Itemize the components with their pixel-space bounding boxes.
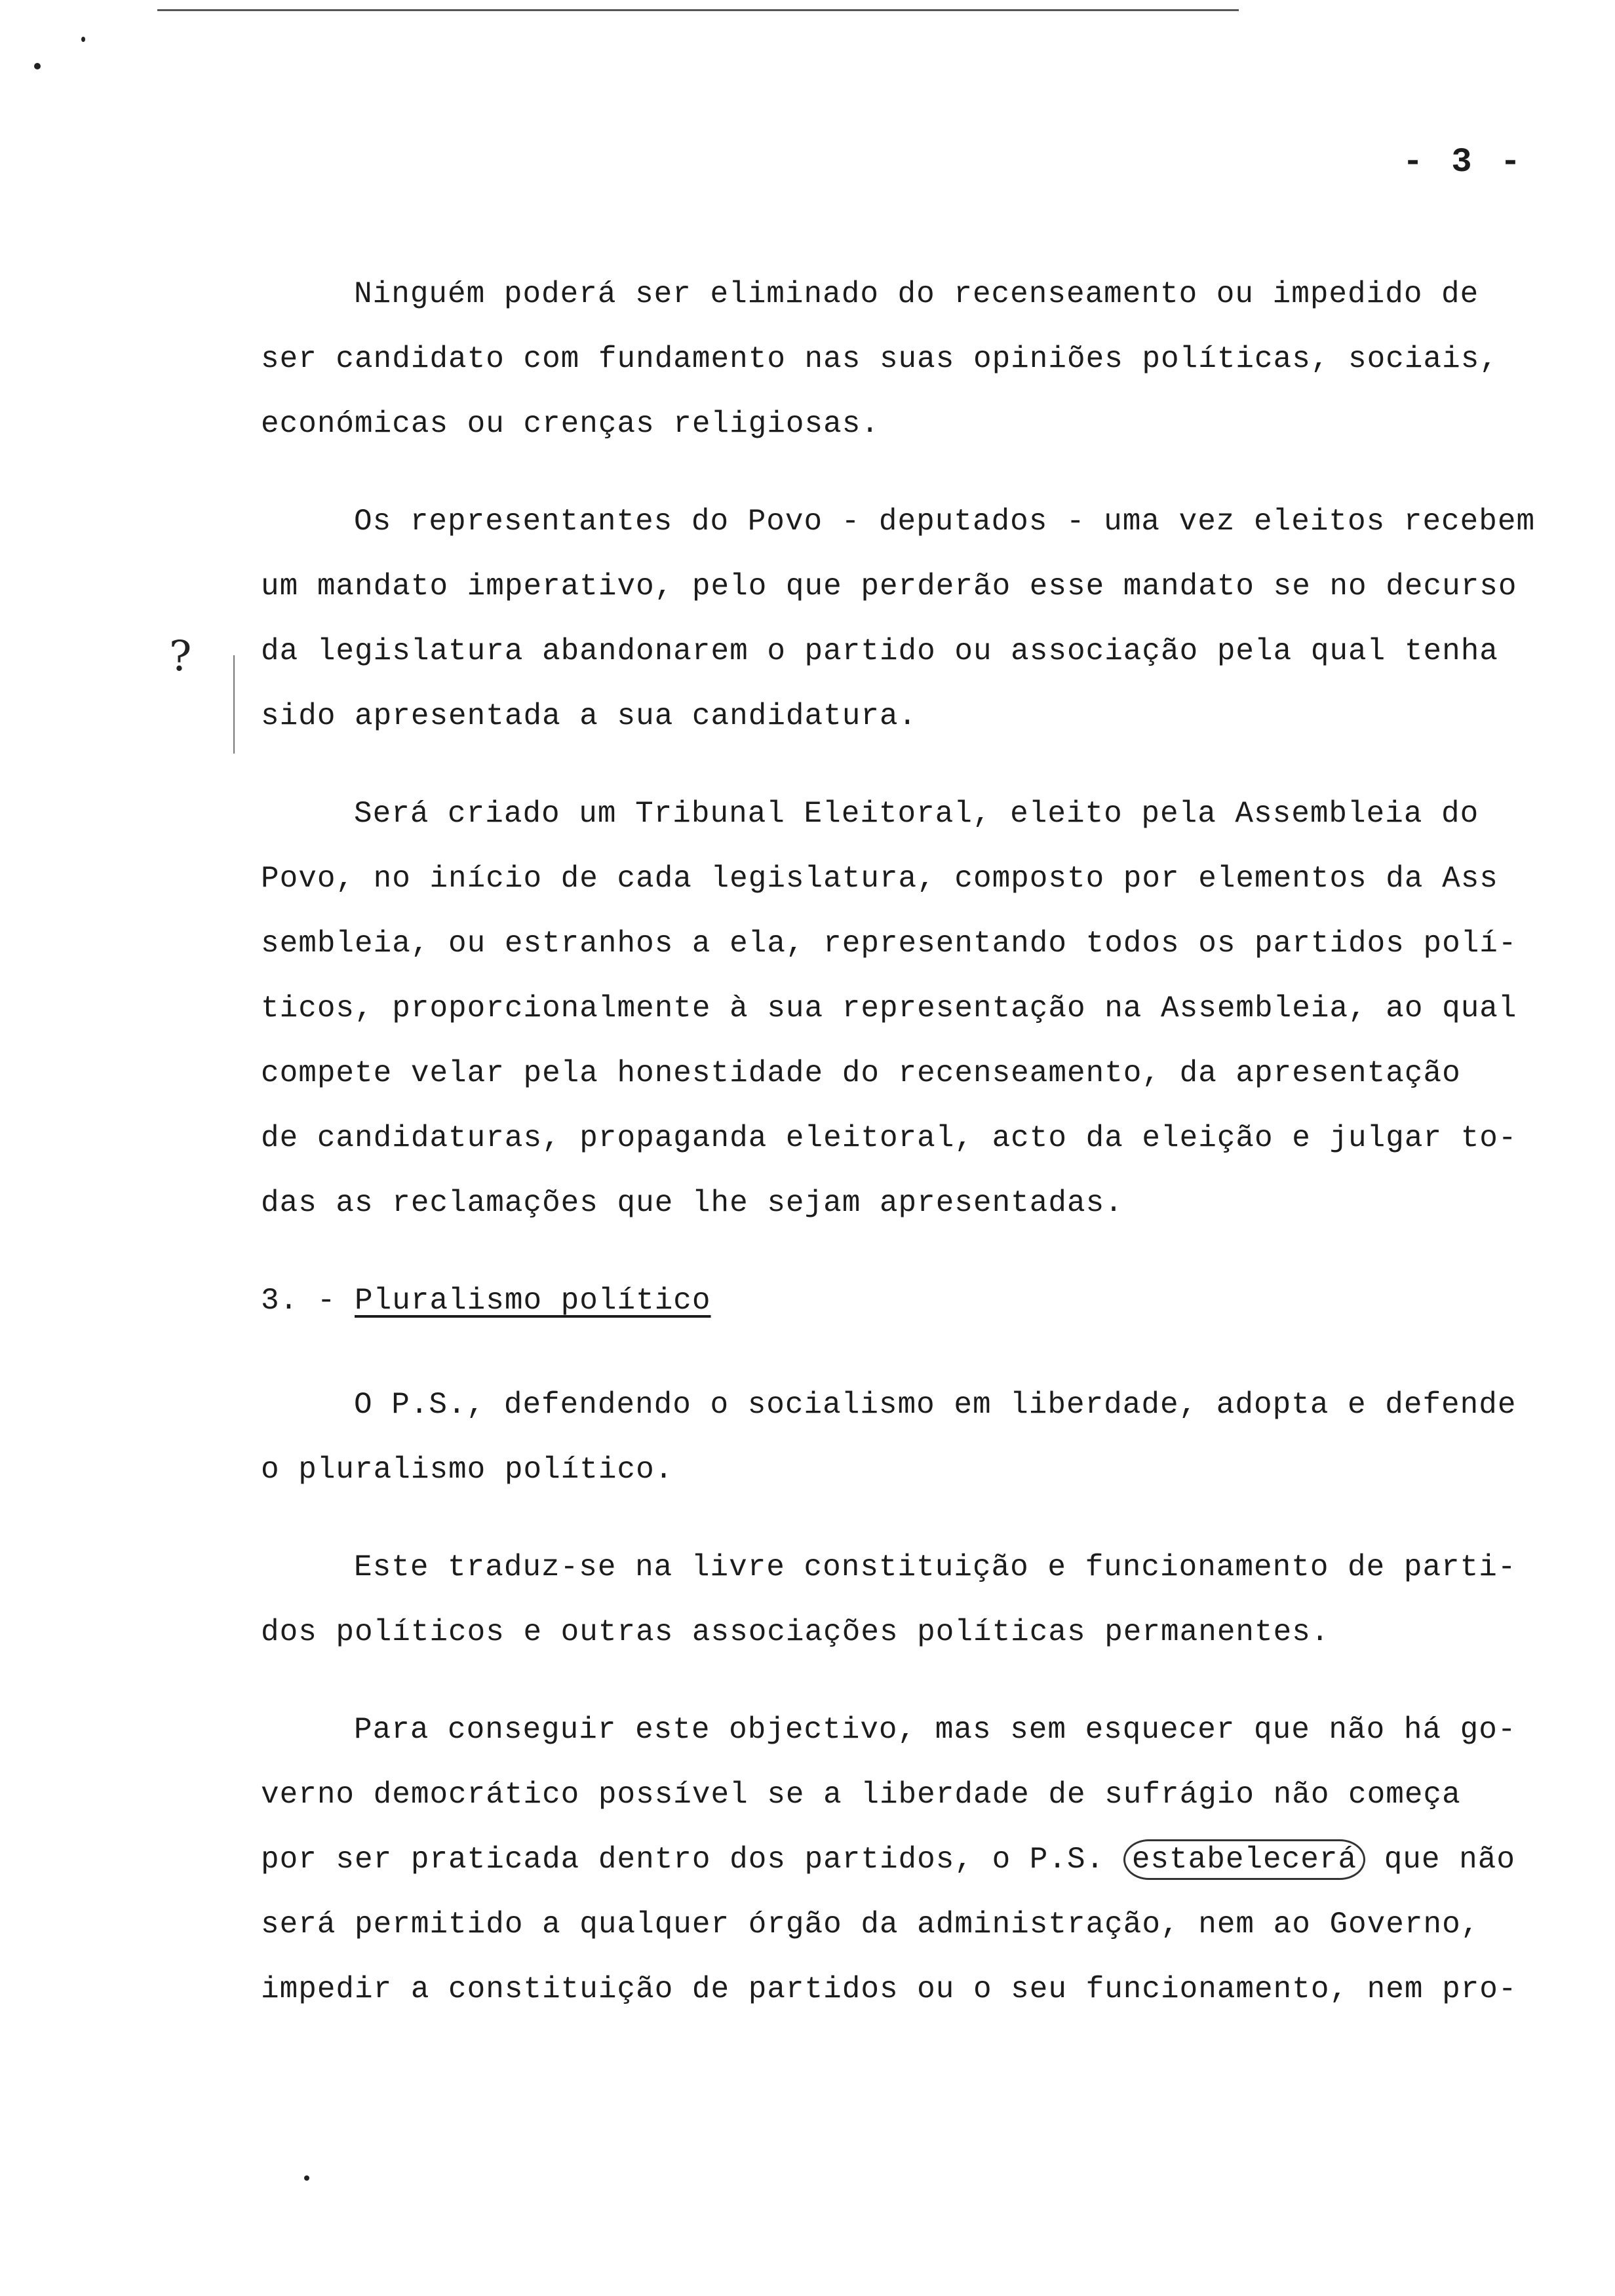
text-line: económicas ou crenças religiosas. (261, 407, 880, 441)
circled-word: estabelecerá (1123, 1839, 1365, 1880)
text-line: dos políticos e outras associações políticas permanentes. (261, 1615, 1330, 1649)
margin-line (233, 655, 235, 754)
text-line: impedir a constituição de partidos ou o seu funcionamento, nem pro- (261, 1972, 1517, 2006)
paragraph-ps-pluralism (261, 1373, 1598, 1502)
text-line: sembleia, ou estranhos a ela, representando todos os partidos polí- (261, 927, 1517, 961)
text-line: Ninguém poderá ser eliminado do recenseamento ou impedido de (354, 277, 1479, 311)
text-line: será permitido a qualquer órgão da administração, nem ao Governo, (261, 1907, 1480, 1942)
text-line: um mandato imperativo, pelo que perderão esse mandato se no decurso (261, 569, 1517, 603)
paragraph-electoral-tribunal (261, 782, 1598, 1236)
text-fragment: por ser praticada dentro dos partidos, o P.S. (261, 1843, 1105, 1877)
scan-speck (34, 63, 41, 69)
paragraph-representatives (261, 489, 1598, 749)
text-line: o pluralismo político. (261, 1453, 674, 1487)
text-fragment: que não (1384, 1843, 1515, 1877)
margin-question-mark: ? (169, 632, 192, 681)
text-line: Os representantes do Povo - deputados - uma vez eleitos recebem (354, 505, 1536, 539)
text-line: Este traduz-se na livre constituição e funcionamento de parti- (354, 1550, 1517, 1584)
paragraph-eligibility (261, 262, 1598, 457)
text-line (261, 1827, 1598, 1892)
text-line: O P.S., defendendo o socialismo em liberdade, adopta e defende (354, 1388, 1517, 1422)
text-line: compete velar pela honestidade do recenseamento, da apresentação (261, 1056, 1461, 1090)
text-line: verno democrático possível se a liberdade de sufrágio não começa (261, 1778, 1461, 1812)
page-number: - 3 - (1403, 143, 1525, 182)
section-number: 3. - (261, 1284, 336, 1318)
text-line: Será criado um Tribunal Eleitoral, eleito pela Assembleia do (354, 797, 1479, 831)
section-title: Pluralismo político (355, 1284, 711, 1318)
text-line: da legislatura abandonarem o partido ou associação pela qual tenha (261, 634, 1498, 668)
scan-edge-line (157, 9, 1239, 11)
text-line: Povo, no início de cada legislatura, composto por elementos da Ass (261, 862, 1498, 896)
text-line: ticos, proporcionalmente à sua representação na Assembleia, ao qual (261, 991, 1517, 1025)
paragraph-objective (261, 1698, 1598, 2022)
text-line: das as reclamações que lhe sejam apresentadas. (261, 1186, 1123, 1220)
scan-speck (81, 37, 85, 42)
text-line: sido apresentada a sua candidatura. (261, 699, 918, 733)
scan-speck (304, 2175, 309, 2181)
paragraph-free-constitution (261, 1535, 1598, 1665)
text-line: Para conseguir este objectivo, mas sem esquecer que não há go- (354, 1713, 1517, 1747)
text-line: de candidaturas, propaganda eleitoral, acto da eleição e julgar to- (261, 1121, 1517, 1155)
body-text (261, 262, 1598, 2055)
text-line: ser candidato com fundamento nas suas opiniões políticas, sociais, (261, 342, 1498, 376)
section-heading (261, 1269, 1598, 1333)
